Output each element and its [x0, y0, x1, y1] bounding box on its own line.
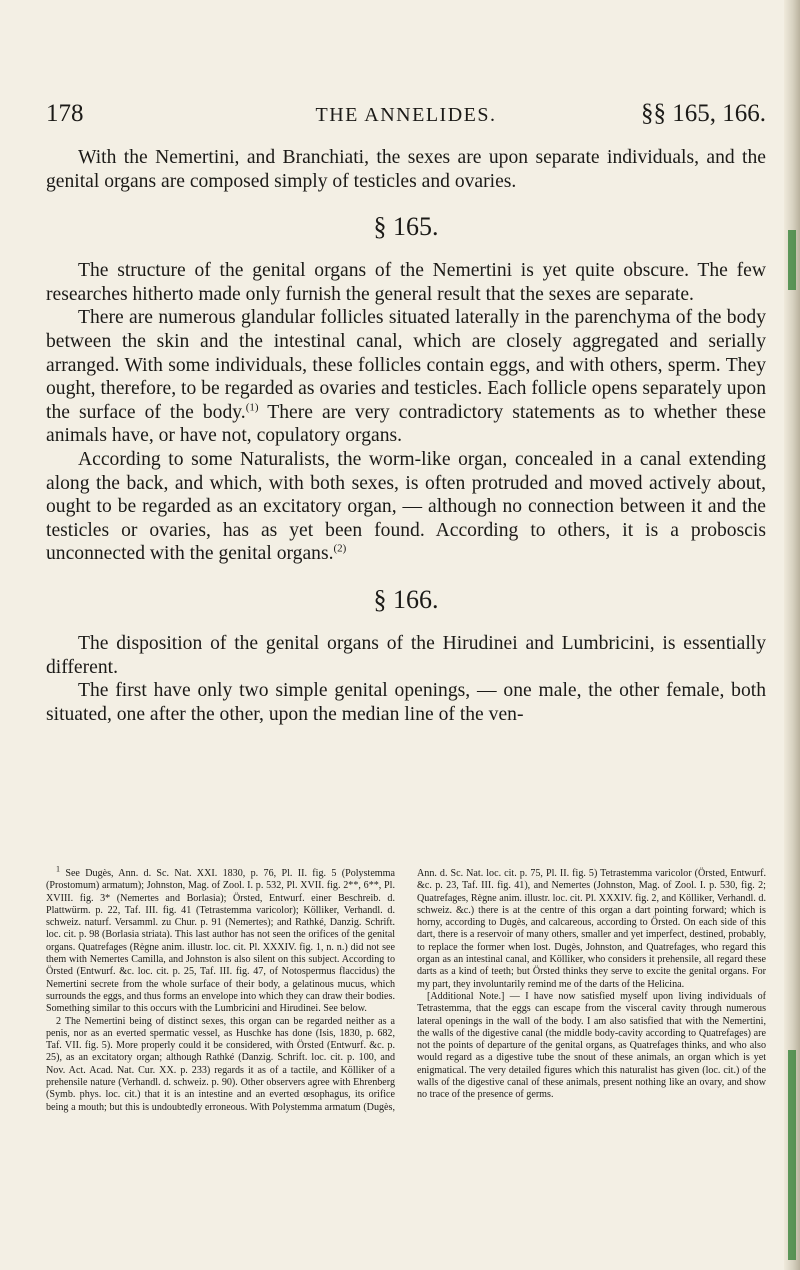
paragraph-text: According to some Naturalists, the worm-like organ, concealed in a canal extending along the back, and which, with both sexes, is often protruded and moved actively about, ought to be regarded as an excitatory organ, — although no connection between it and the testicles or ovaries, has as yet been found. According to others, it is a proboscis unconnected with the genital organs.: [46, 448, 766, 565]
running-title: THE ANNELIDES.: [315, 104, 497, 126]
section-range: §§ 165, 166.: [641, 100, 766, 127]
section-heading-166: § 166.: [373, 584, 439, 614]
main-text: [46, 146, 766, 726]
paragraph: The structure of the genital organs of the Nemertini is yet quite obscure. The few researches hitherto made only furnish the general result that the sexes are separate.: [46, 260, 766, 305]
paragraph: [46, 306, 766, 448]
page-number: 178: [46, 100, 84, 127]
footnote-text: See Dugès, Ann. d. Sc. Nat. XXI. 1830, p. 76, Pl. II. fig. 5 (Polystemma (Prostomum) armatum); Johnston, Mag. of Zool. I. p. 532, Pl. XVII. fig. 2**, 6**, Pl. XVIII. fig. 3* (Nemertes and Borlasia); Örsted, Entwurf. einer Beschreib. d. Plattwürm. p. 22, Taf. III. fig. 41 (Tetrastemma varicolor); Kölliker, Verhandl. d. schweiz. naturf. Versamml. zu Chur. p. 91 (Nemertes); and Rathké, Danzig. Schrift. loc. cit. p. 98 (Borlasia striata). This last author has not seen the orifices of the genital organs. Quatrefages (Règne anim. illustr. loc. cit. Pl. XXXIV. fig. 1, n. n.) did not see them with Nemertes Camilla, and Johnston is also silent on this subject. According to Örsted (Entwurf. &c. loc. cit. p. 25, Taf. III. fig. 47, of Notospermus flaccidus) the Nemertini secrete from the whole surface of their body, a gelatinous mucus, which surrounds the eggs, and thus forms an envelope into which they can draw their bodies. Something similar to this occurs with the Lumbricini and Hirudinei. See below.: [46, 868, 395, 1015]
edge-stain: [788, 230, 796, 290]
footnote-ref: (1): [245, 401, 259, 414]
section-heading-165: § 165.: [373, 212, 439, 242]
footnote-ref: (2): [333, 542, 347, 555]
footnote-additional: [Additional Note.] — I have now satisfied myself upon living individuals of Tetrastemma, that the eggs can escape from the visceral cavity through numerous lateral openings in the wall of the body. I am also satisfied that with the Nemertini, the walls of the digestive canal (the middle body-cavity according to Quatrefages) are not the points of departure of the genital organs, as Quatrefages thinks, and who also would regard as a digestive tube the snout of these animals, an organ which is yet enigmatical. The very detailed figures which this naturalist has given (loc. cit.) of the walls of the digestive canal of these animals, present nothing like an ovary, and show no trace of the presence of germs.: [417, 990, 766, 1101]
intro-paragraph: With the Nemertini, and Branchiati, the sexes are upon separate individuals, and the genital organs are composed simply of testicles and ovaries.: [46, 147, 766, 192]
footnote-1: [46, 864, 395, 1016]
paragraph: The disposition of the genital organs of the Hirudinei and Lumbricini, is essentially different.: [46, 632, 766, 678]
footnote-marker: 2: [56, 1015, 62, 1027]
paragraph: [46, 448, 766, 566]
footnote-text: The Nemertini being of distinct sexes, this organ can be regarded neither as a penis, nor as an everted spermatic vessel, as Huschke has done (Isis, 1830, p. 682, Taf. VII. fig. 5). More properly could it be considered, with Örsted (Entwurf. &c. p. 25), as an excitatory organ; although Rathké (Danzig. Schrift. loc. cit. p. 100, and Nov. Act. Acad. Nat. Cur. XX. p. 233) regards it as of a tactile, and Kölliker of a prehensile nature (Verhandl. d. schweiz. p. 90). Other observers agree with Ehrenberg (Symb. phys. loc. cit.) that it is an intestine and an everted œsophagus, its orifice being a mouth; but this is undoubtedly erroneous. With Polystemma armatum (Dugès, Ann. d. Sc. Nat. loc. cit. p. 75, Pl. II. fig. 5) Tetrastemma varicolor (Örsted, Entwurf. &c. p. 23, Taf. III. fig. 41), and Nemertes (Johnston, Mag. of Zool. I. p. 530, fig. 2; Quatrefages, Règne anim. illustr. loc. cit. Pl. XXXIV. fig. 2, and Kölliker, Verhandl. d. schweiz. &c.) there is at the centre of this organ a dart pointing forward; which is horny, according to Dugès, and calcareous, according to Örsted. On each side of this dart, there is a reservoir of many others, smaller and yet imperfect, destined, probably, to replace the former when lost. Dugès, Johnston, and Quatrefages, who regard this organ as an intestinal canal, and Kölliker, who considers it prehensile, all regard these darts as a kind of teeth; but Örsted thinks they serve to excite the genital organs. For my part, they involuntarily remind me of the darts of the Helicina.: [46, 868, 766, 1113]
running-header: [46, 100, 766, 136]
edge-stain: [788, 1050, 796, 1260]
footnote-marker: 1: [56, 864, 60, 874]
footnotes: [46, 864, 766, 1114]
paragraph-text: There are very contradictory statements as to whether these animals have, or have not, copulatory organs.: [46, 401, 766, 447]
paragraph-text: There are numerous glandular follicles situated laterally in the parenchyma of the body between the skin and the intestinal canal, which are closely aggregated and serially arranged. With some individuals, these follicles contain eggs, and with others, sperm. They ought, therefore, to be regarded as ovaries and testicles. Each follicle opens separately upon the surface of the body.: [46, 307, 766, 423]
paragraph: The first have only two simple genital openings, — one male, the other female, both situated, one after the other, upon the median line of the ven-: [46, 680, 766, 725]
